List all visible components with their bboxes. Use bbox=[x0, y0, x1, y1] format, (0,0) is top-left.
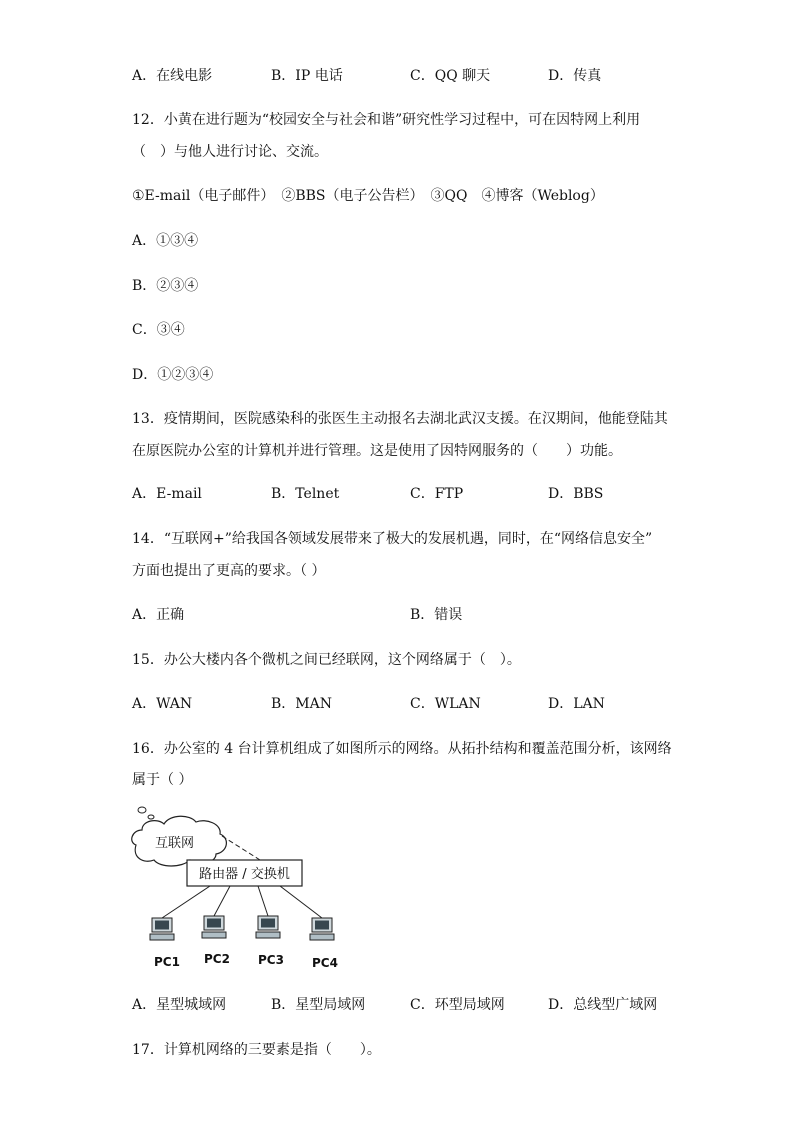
q16-option-b: B．星型局域网 bbox=[271, 997, 366, 1013]
q15-option-b: B．MAN bbox=[271, 696, 332, 712]
internet-link bbox=[222, 836, 260, 860]
q16-option-c: C．环型局域网 bbox=[410, 997, 505, 1013]
q11-option-d: D．传真 bbox=[548, 68, 602, 84]
q13-stem-line2: 在原医院办公室的计算机并进行管理。这是使用了因特网服务的（ ）功能。 bbox=[132, 443, 622, 459]
q16-stem-line1: 16．办公室的 4 台计算机组成了如图所示的网络。从拓扑结构和覆盖范围分析，该网络 bbox=[132, 741, 672, 757]
q12-stem-line1: 12．小黄在进行题为“校园安全与社会和谐”研究性学习过程中，可在因特网上利用 bbox=[132, 112, 641, 128]
q13-stem-line1: 13．疫情期间，医院感染科的张医生主动报名去湖北武汉支援。在汉期间，他能登陆其 bbox=[132, 411, 668, 427]
q11-option-c: C．QQ 聊天 bbox=[410, 68, 491, 84]
q14-stem-line1: 14．“互联网+”给我国各领域发展带来了极大的发展机遇，同时，在“网络信息安全” bbox=[132, 531, 653, 547]
computer-icon bbox=[202, 916, 226, 938]
q16-option-a: A．星型城域网 bbox=[132, 997, 227, 1013]
q14-option-a: A．正确 bbox=[132, 607, 185, 623]
q16-option-d: D．总线型广域网 bbox=[548, 997, 658, 1013]
link-pc1 bbox=[162, 886, 210, 918]
link-pc4 bbox=[280, 886, 322, 918]
link-pc3 bbox=[258, 886, 268, 916]
q14-stem-line2: 方面也提出了更高的要求。（ ） bbox=[132, 563, 326, 579]
q15-option-d: D．LAN bbox=[548, 696, 605, 712]
q12-option-b: B．②③④ bbox=[132, 278, 199, 294]
router-label: 路由器 / 交换机 bbox=[199, 867, 290, 882]
q13-option-c: C．FTP bbox=[410, 486, 464, 502]
pc4-label: PC4 bbox=[312, 956, 338, 970]
pc2-label: PC2 bbox=[204, 952, 230, 966]
q12-option-c: C．③④ bbox=[132, 322, 185, 338]
computer-icon bbox=[256, 916, 280, 938]
q13-option-d: D．BBS bbox=[548, 486, 604, 502]
q12-stem-line2: （ ）与他人进行讨论、交流。 bbox=[132, 144, 328, 160]
computer-icon bbox=[150, 918, 174, 940]
pc1-label: PC1 bbox=[154, 955, 180, 969]
q11-option-a: A．在线电影 bbox=[132, 68, 213, 84]
q15-option-c: C．WLAN bbox=[410, 696, 481, 712]
link-pc2 bbox=[214, 886, 230, 916]
network-diagram bbox=[130, 800, 370, 975]
q11-option-b: B．IP 电话 bbox=[271, 68, 343, 84]
q12-option-d: D．①②③④ bbox=[132, 367, 214, 383]
computer-icon bbox=[310, 918, 334, 940]
q12-option-a: A．①③④ bbox=[132, 233, 199, 249]
q12-items: ①E-mail（电子邮件） ②BBS（电子公告栏） ③QQ ④博客（Weblog） bbox=[132, 188, 604, 204]
q15-stem-line1: 15．办公大楼内各个微机之间已经联网，这个网络属于（ ）。 bbox=[132, 652, 521, 668]
q16-stem-line2: 属于（ ） bbox=[132, 772, 193, 788]
q13-option-b: B．Telnet bbox=[271, 486, 340, 502]
q14-option-b: B．错误 bbox=[410, 607, 463, 623]
pc3-label: PC3 bbox=[258, 953, 284, 967]
cloud-label: 互联网 bbox=[155, 836, 195, 851]
q17-stem-line1: 17．计算机网络的三要素是指（ ）。 bbox=[132, 1042, 381, 1058]
q13-option-a: A．E-mail bbox=[132, 486, 202, 502]
q15-option-a: A．WAN bbox=[132, 696, 193, 712]
